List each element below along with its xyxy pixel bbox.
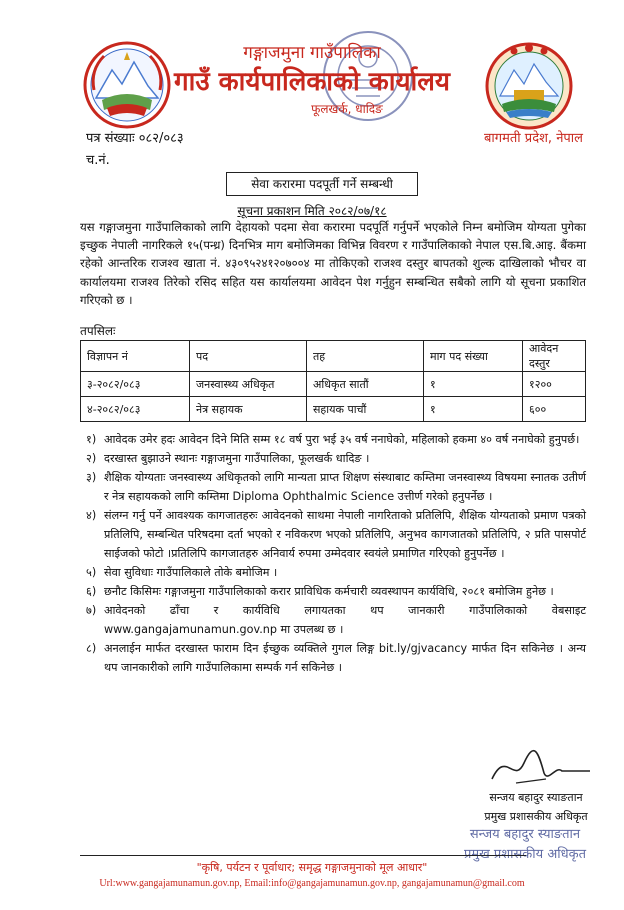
intro-paragraph: यस गङ्गाजमुना गाउँपालिकाको लागि देहायको पदमा सेवा करारमा पदपूर्ति गर्नुपर्ने भएकोले निम्न बमोजिम योग्यता पुगेका इच्छुक नेपाली नागरिकले १५(पन्ध्र) दिनभित्र माग बमोजिमका विभिन्न विवरण र गाउँपालिकाको नेपाल एस.बि.आइ. बैंकमा रहेको आन्तरिक राजश्व खाता नं. ४३०९५२४१२०७००४ मा तोकिएको राजश्व दस्तुर बापतको शुल्क दाखिलाको भौचर वा कार्यालयमा राजश्व तिरेको रसिद सहित यस कार्यालयमा आवेदन पेश गर्नुहुन सम्बन्धित सबैको लागि यो सूचना प्रकाशित गरिएको छ । bbox=[80, 220, 586, 307]
stamp-name: सन्जय बहादुर स्याङतान bbox=[469, 827, 581, 842]
table-cell: जनस्वास्थ्य अधिकृत bbox=[190, 372, 307, 397]
table-cell: सहायक पाचौं bbox=[307, 397, 424, 422]
table-cell: ६०० bbox=[523, 397, 586, 422]
table-cell: नेत्र सहायक bbox=[190, 397, 307, 422]
table-cell: ४-२०८२/०८३ bbox=[81, 397, 190, 422]
item-number: ४) bbox=[86, 509, 97, 522]
footer-contact: Url:www.gangajamunamun.gov.np, Email:info@gangajamunamun.gov.np, gangajamunamun@gmail.com bbox=[99, 878, 525, 889]
list-item bbox=[86, 601, 586, 639]
list-item bbox=[86, 449, 586, 468]
vacancy-table bbox=[80, 340, 586, 422]
footer-slogan: "कृषि, पर्यटन र पूर्वाधार; समृद्ध गङ्गाजमुनाको मूल आधार" bbox=[196, 861, 428, 874]
signatory-name: सन्जय बहादुर स्याङतान bbox=[489, 791, 583, 804]
schedule-label: तपसिलः bbox=[80, 324, 116, 338]
table-cell: अधिकृत सातौं bbox=[307, 372, 424, 397]
col-header: तह bbox=[307, 341, 424, 372]
item-text: सेवा सुविधाः गाउँपालिकाले तोके बमोजिम । bbox=[104, 566, 278, 579]
list-item bbox=[86, 506, 586, 563]
table-row bbox=[81, 397, 586, 422]
table-cell: १२०० bbox=[523, 372, 586, 397]
item-number: ७) bbox=[86, 604, 97, 617]
dispatch-number: च.नं. bbox=[86, 153, 110, 168]
list-item bbox=[86, 563, 586, 582]
item-number: २) bbox=[86, 452, 97, 465]
list-item bbox=[86, 430, 586, 449]
province-name: बागमती प्रदेश, नेपाल bbox=[484, 131, 583, 146]
item-number: ५) bbox=[86, 566, 97, 579]
item-text: संलग्न गर्नु पर्ने आवश्यक कागजातहरुः आवेदनको साथमा नेपाली नागरिताको प्रतिलिपि, शैक्षिक योग्यताको प्रमाण पत्रको प्रतिलिपि, सम्बन्धित परिषदमा दर्ता भएको र नविकरण भएको प्रतिलिपि, अनुभव कागजातको प्रतिलिपि, २ प्रति पासपोर्ट साईजको फोटो ।प्रतिलिपि कागजातहरु अनिवार्य रुपमा उम्मेदवार स्वयंले प्रमाणित गरिएको हुनुपर्नेछ । bbox=[104, 509, 586, 560]
table-cell: १ bbox=[424, 372, 523, 397]
col-header: पद bbox=[190, 341, 307, 372]
item-number: ३) bbox=[86, 471, 97, 484]
item-text: आवेदनको ढाँचा र कार्यविधि लगायतका थप जानकारी गाउँपालिकाको वेबसाइट www.gangajamunamun.gov.np मा उपलब्ध छ । bbox=[104, 604, 586, 636]
subject-box: सेवा करारमा पदपूर्ती गर्ने सम्बन्धी bbox=[226, 172, 418, 196]
item-number: ६) bbox=[86, 585, 97, 598]
col-header: विज्ञापन नं bbox=[81, 341, 190, 372]
item-number: १) bbox=[86, 433, 97, 446]
list-item bbox=[86, 468, 586, 506]
col-header: माग पद संख्या bbox=[424, 341, 523, 372]
item-number: ८) bbox=[86, 642, 97, 655]
list-item bbox=[86, 582, 586, 601]
office-address: फूलखर्क, धादिङ bbox=[311, 102, 383, 116]
item-text: छनौट किसिमः गङ्गाजमुना गाउँपालिकाको करार प्राविधिक कर्मचारी व्यवस्थापन कार्यविधि, २०८१ बमोजिम हुनेछ । bbox=[104, 585, 554, 598]
item-text: दरखास्त बुझाउने स्थानः गङ्गाजमुना गाउँपालिका, फूलखर्क धादिङ । bbox=[104, 452, 370, 465]
signature-mark bbox=[486, 745, 596, 790]
office-name: गाउँ कार्यपालिकाको कार्यालय bbox=[174, 67, 450, 97]
footer-divider bbox=[80, 855, 526, 856]
stamp-title: प्रमुख प्रशासकीय अधिकृत bbox=[463, 847, 587, 862]
table-cell: १ bbox=[424, 397, 523, 422]
letter-number: पत्र संख्याः ०८२/०८३ bbox=[86, 131, 184, 146]
item-text: अनलाईन मार्फत दरखास्त फाराम दिन ईच्छुक व्यक्तिले गुगल लिङ्ग bit.ly/gjvacancy मार्फत दिन सकिनेछ । अन्य थप जानकारीको लागि गाउँपालिकामा सम्पर्क गर्न सकिनेछ । bbox=[104, 642, 586, 674]
municipality-name: गङ्गाजमुना गाउँपालिका bbox=[243, 43, 381, 63]
col-header: आवेदन दस्तुर bbox=[523, 341, 586, 372]
table-header-row bbox=[81, 341, 586, 372]
table-cell: ३-२०८२/०८३ bbox=[81, 372, 190, 397]
item-text: शैक्षिक योग्यताः जनस्वास्थ्य अधिकृतको लागि मान्यता प्राप्त शिक्षण संस्थाबाट कम्तिमा जनस्वास्थ्य विषयमा स्नातक उतीर्ण र नेत्र सहायकको लागि कम्तिमा Diploma Ophthalmic Science उत्तीर्ण गरेको हनुपर्नेछ । bbox=[104, 471, 586, 503]
item-text: आवेदक उमेर हदः आवेदन दिने मिति सम्म १८ वर्ष पुरा भई ३५ वर्ष ननाघेको, महिलाको हकमा ४० वर्ष ननाघेको हुनुपर्छ। bbox=[104, 433, 580, 446]
table-row bbox=[81, 372, 586, 397]
list-item bbox=[86, 639, 586, 677]
conditions-list bbox=[86, 430, 586, 677]
notice-date: सूचना प्रकाशन मिति २०८२/०७/१८ bbox=[237, 204, 387, 218]
signatory-title: प्रमुख प्रशासकीय अधिकृत bbox=[484, 810, 588, 823]
